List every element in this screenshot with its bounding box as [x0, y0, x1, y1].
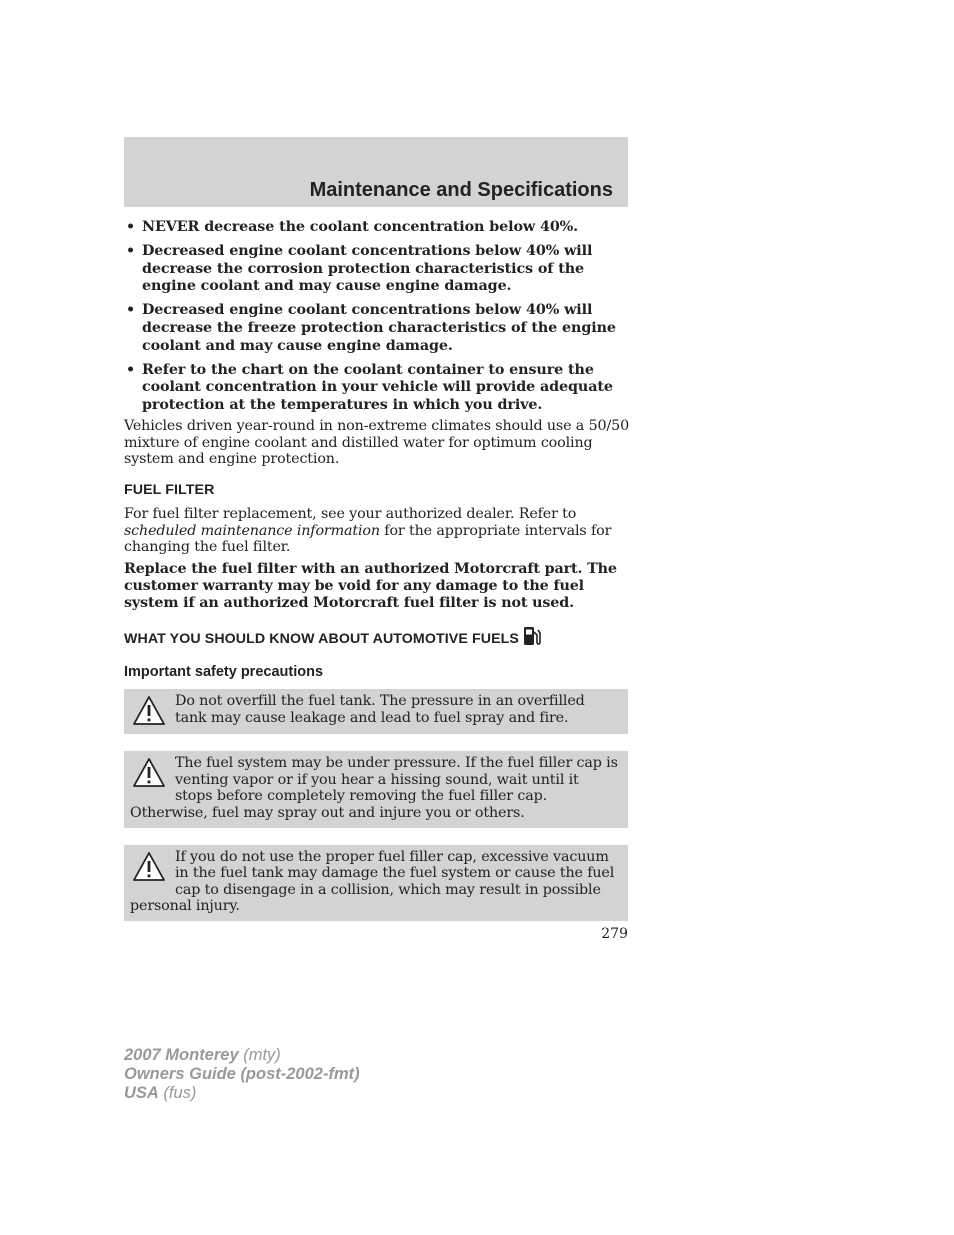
list-item [124, 219, 630, 237]
section-header-band [124, 137, 628, 207]
footer-guide: Owners Guide (post-2002-fmt) [124, 1065, 360, 1083]
safety-precautions-subheading: Important safety precautions [124, 664, 324, 681]
footer-line-region [124, 1084, 360, 1103]
footer-region-code: (fus) [158, 1084, 197, 1102]
fuel-pump-icon [523, 626, 541, 650]
warning-box [124, 845, 628, 921]
fuel-filter-text-start: For fuel filter replacement, see your authorized dealer. Refer to [124, 506, 577, 523]
page-content [124, 219, 630, 921]
bullet-symbol: • [126, 361, 136, 378]
footer-line-model [124, 1046, 360, 1065]
page-number: 279 [601, 926, 628, 942]
warning-triangle-icon [132, 756, 166, 790]
warning-triangle-icon [132, 694, 166, 728]
bullet-symbol: • [126, 302, 136, 319]
bullet-symbol: • [126, 219, 136, 235]
footer-region: USA [124, 1084, 159, 1102]
list-item-text: NEVER decrease the coolant concentration below 40%. [142, 219, 579, 235]
footer-model-code: (mty) [238, 1046, 281, 1064]
document-footer [124, 1046, 360, 1103]
automotive-fuels-heading [124, 626, 630, 650]
coolant-mixture-paragraph: Vehicles driven year-round in non-extreme climates should use a 50/50 mixture of engine coolant and distilled water for optimum cooling system and engine protection. [124, 417, 630, 468]
motorcraft-warranty-paragraph: Replace the fuel filter with an authorized Motorcraft part. The customer warranty may be void for any damage to the fuel system if an authorized Motorcraft fuel filter is not used. [124, 561, 617, 611]
warning-text: If you do not use the proper fuel filler cap, excessive vacuum in the fuel tank may damage the fuel system or cause the fuel cap to disengage in a collision, which may result in possible personal injury. [130, 848, 615, 915]
list-item-text: Decreased engine coolant concentrations below 40% will decrease the freeze protection characteristics of the engine coolant and may cause engine damage. [142, 302, 616, 354]
list-item [124, 243, 630, 296]
footer-model: 2007 Monterey [124, 1046, 239, 1064]
fuel-filter-paragraph [124, 506, 630, 556]
list-item-text: Decreased engine coolant concentrations below 40% will decrease the corrosion protection characteristics of the engine coolant and may cause engine damage. [142, 243, 593, 295]
section-title: Maintenance and Specifications [309, 179, 613, 201]
fuel-filter-heading: FUEL FILTER [124, 482, 215, 499]
list-item [124, 302, 630, 355]
list-item-text: Refer to the chart on the coolant container to ensure the coolant concentration in your vehicle will provide adequate protection at the temperatures in which you drive. [142, 361, 613, 413]
warning-text: The fuel system may be under pressure. If the fuel filler cap is venting vapor or if you hear a hissing sound, wait until it stops before completely removing the fuel filler cap. Otherwise, fuel may spray out and injure you or others. [130, 755, 618, 822]
warning-box [124, 751, 628, 827]
footer-line-guide [124, 1065, 360, 1084]
fuel-filter-text-end: for the appropriate intervals for changing the fuel filter. [124, 522, 612, 556]
scheduled-maintenance-reference: scheduled maintenance information [124, 522, 380, 539]
warning-box [124, 689, 628, 734]
coolant-warning-list [124, 219, 630, 414]
warning-text: Do not overfill the fuel tank. The pressure in an overfilled tank may cause leakage and lead to fuel spray and fire. [175, 693, 585, 726]
automotive-fuels-heading-text: WHAT YOU SHOULD KNOW ABOUT AUTOMOTIVE FUELS [124, 631, 519, 648]
list-item [124, 362, 630, 415]
warning-triangle-icon [132, 850, 166, 884]
bullet-symbol: • [126, 243, 136, 260]
